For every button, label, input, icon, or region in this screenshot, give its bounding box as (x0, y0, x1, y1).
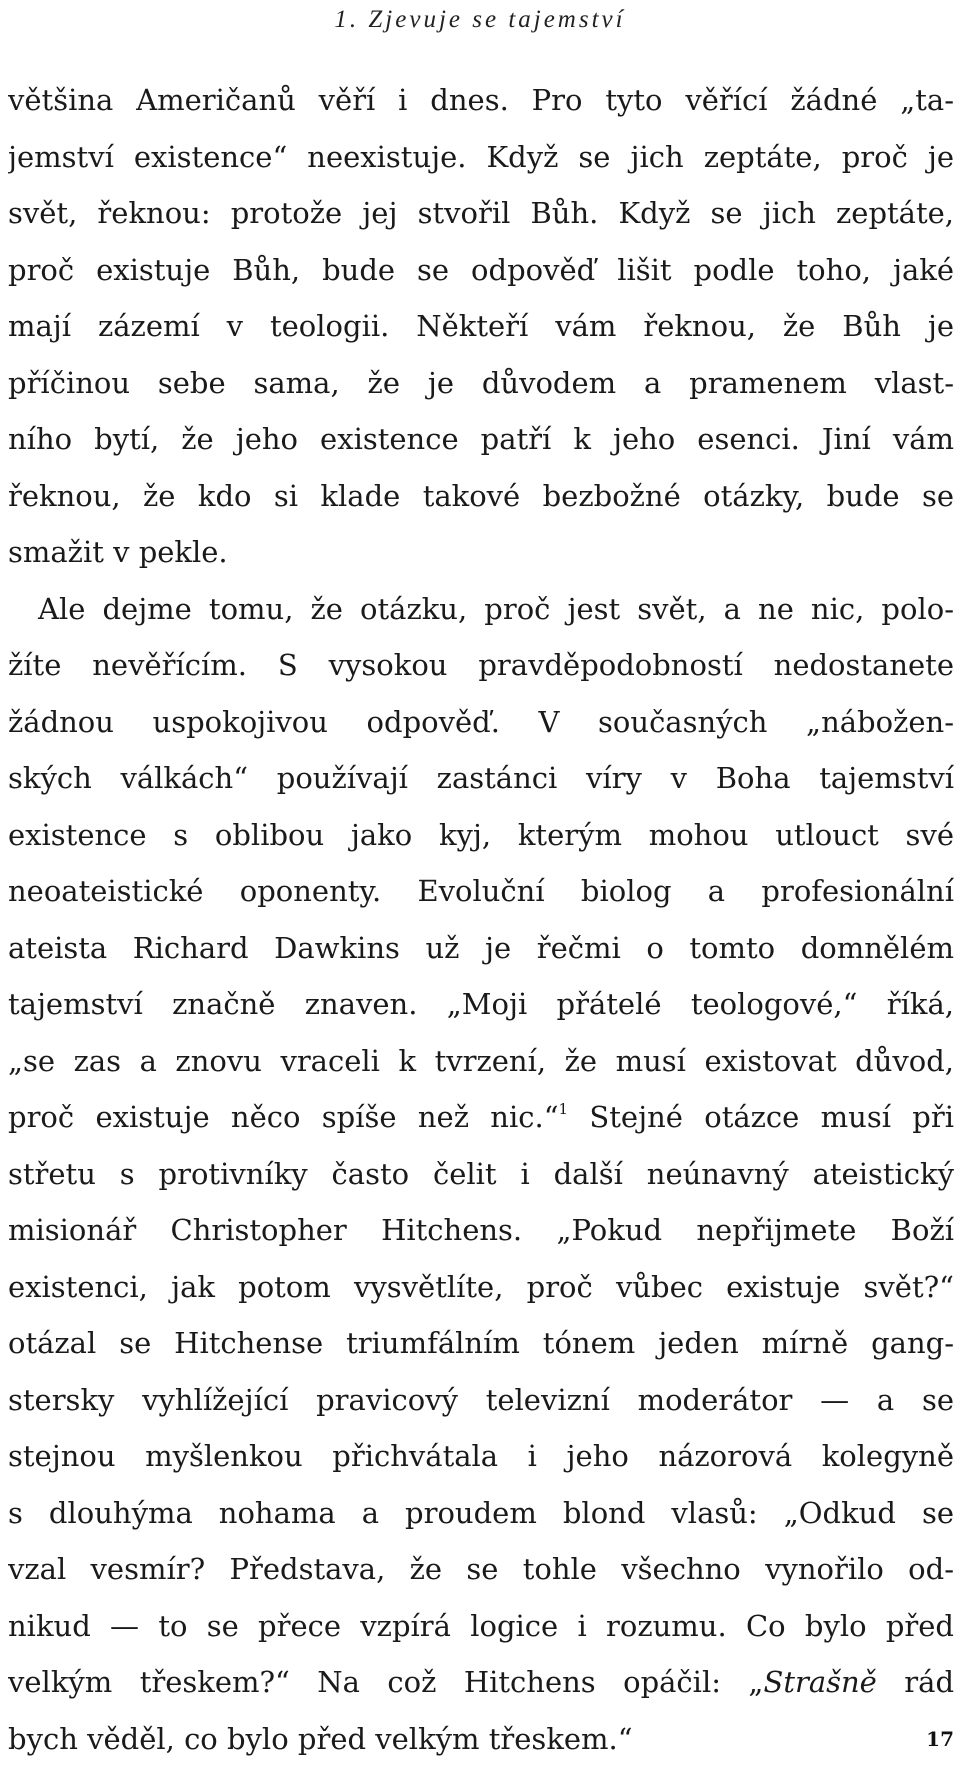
line-segment: Stejné otázce musí při (568, 1100, 954, 1134)
text-line: existence s oblibou jako kyj, kterým mohou utlouct své (8, 807, 954, 864)
text-line: stersky vyhlížející pravicový televizní moderátor — a se (8, 1372, 954, 1429)
text-line: žíte nevěřícím. S vysokou pravděpodobností nedostanete (8, 637, 954, 694)
page-number: 17 (926, 1727, 954, 1751)
text-line: s dlouhýma nohama a proudem blond vlasů: „Odkud se (8, 1485, 954, 1542)
text-line: ských válkách“ používají zastánci víry v Boha tajemství (8, 750, 954, 807)
text-line-with-footnote (8, 1089, 954, 1146)
text-line-with-italic (8, 1654, 954, 1711)
text-line: mají zázemí v teologii. Někteří vám řeknou, že Bůh je (8, 298, 954, 355)
text-line: řeknou, že kdo si klade takové bezbožné otázky, bude se (8, 468, 954, 525)
line-segment: rád (877, 1665, 954, 1699)
paragraph-start-line: Ale dejme tomu, že otázku, proč jest svět, a ne nic, polo- (8, 581, 954, 638)
text-line: neoateistické oponenty. Evoluční biolog a profesionální (8, 863, 954, 920)
paragraph-end-line: smažit v pekle. (8, 524, 954, 581)
text-line: existenci, jak potom vysvětlíte, proč vůbec existuje svět?“ (8, 1259, 954, 1316)
text-line: svět, řeknou: protože jej stvořil Bůh. Když se jich zeptáte, (8, 185, 954, 242)
text-line: jemství existence“ neexistuje. Když se jich zeptáte, proč je (8, 129, 954, 186)
text-line: vzal vesmír? Představa, že se tohle všechno vynořilo od- (8, 1541, 954, 1598)
italic-emphasis: Strašně (763, 1665, 876, 1699)
text-line: většina Američanů věří i dnes. Pro tyto věřící žádné „ta- (8, 72, 954, 129)
text-line: stejnou myšlenkou přichvátala i jeho názorová kolegyně (8, 1428, 954, 1485)
text-line: otázal se Hitchense triumfálním tónem jeden mírně gang- (8, 1315, 954, 1372)
text-line: nikud — to se přece vzpírá logice i rozumu. Co bylo před (8, 1598, 954, 1655)
line-segment: velkým třeskem?“ Na což Hitchens opáčil: „ (8, 1665, 763, 1699)
text-line: příčinou sebe sama, že je důvodem a pramenem vlast- (8, 355, 954, 412)
text-line: tajemství značně znaven. „Moji přátelé teologové,“ říká, (8, 976, 954, 1033)
text-line: proč existuje Bůh, bude se odpověď lišit podle toho, jaké (8, 242, 954, 299)
text-line: ateista Richard Dawkins už je řečmi o tomto domnělém (8, 920, 954, 977)
paragraph-end-line: bych věděl, co bylo před velkým třeskem.“ (8, 1711, 954, 1767)
text-line: ního bytí, že jeho existence patří k jeho esenci. Jiní vám (8, 411, 954, 468)
text-line: střetu s protivníky často čelit i další neúnavný ateistický (8, 1146, 954, 1203)
running-head: 1. Zjevuje se tajemství (0, 6, 960, 34)
body-text (8, 72, 954, 1767)
text-line: misionář Christopher Hitchens. „Pokud nepřijmete Boží (8, 1202, 954, 1259)
footnote-marker[interactable]: 1 (559, 1100, 569, 1118)
line-segment: proč existuje něco spíše než nic.“ (8, 1100, 559, 1134)
text-line: žádnou uspokojivou odpověď. V současných „nábožen- (8, 694, 954, 751)
text-line: „se zas a znovu vraceli k tvrzení, že musí existovat důvod, (8, 1033, 954, 1090)
